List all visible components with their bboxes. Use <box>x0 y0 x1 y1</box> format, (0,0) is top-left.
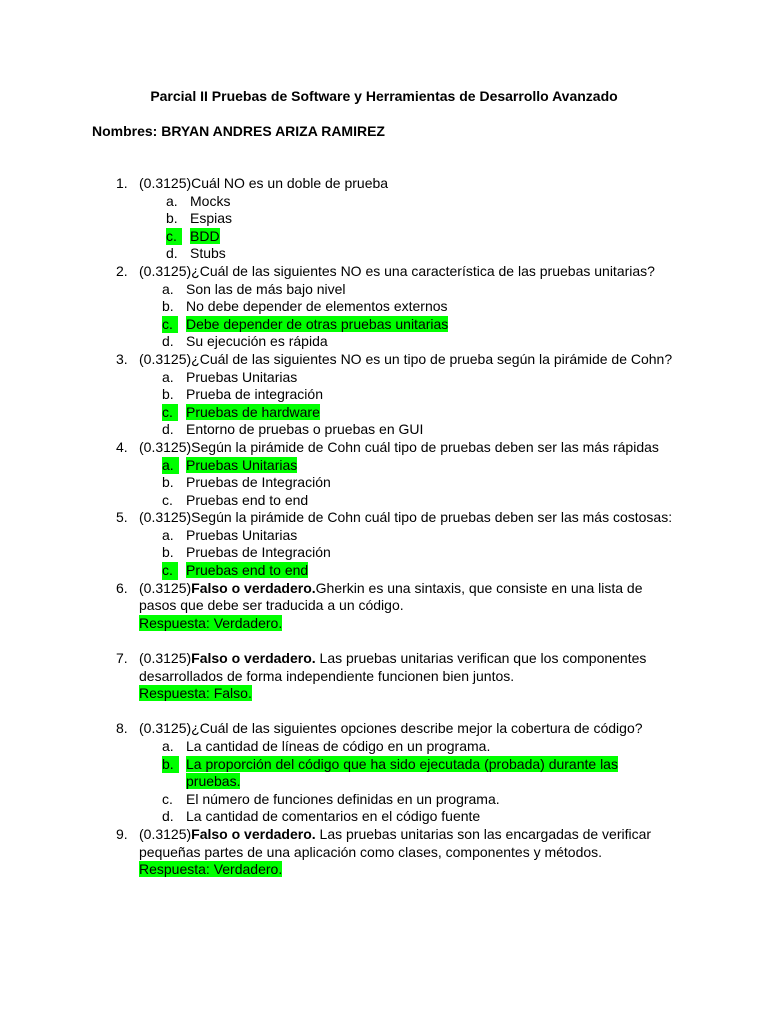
question-number: 1. <box>116 175 128 191</box>
option-text: Pruebas Unitarias <box>186 456 298 473</box>
option <box>0 791 656 809</box>
question-text <box>139 175 388 191</box>
option-text: Pruebas de Integración <box>186 544 331 561</box>
question-number: 3. <box>116 350 128 367</box>
question-statement: Según la pirámide de Cohn cuál tipo de pruebas deben ser las más costosas: <box>191 509 673 526</box>
student-names: Nombres: BRYAN ANDRES ARIZA RAMIREZ <box>92 123 385 139</box>
answer-line <box>0 861 768 879</box>
question-text <box>139 439 659 455</box>
question-statement: Las pruebas unitarias son las encargadas de verificar pequeñas partes de una aplicación como clases, componentes y métodos. <box>139 825 652 860</box>
question-block <box>0 580 768 650</box>
option <box>0 808 656 826</box>
question-type-label: Falso o verdadero. <box>191 579 316 596</box>
option-letter: c. <box>162 562 178 580</box>
option <box>0 210 660 228</box>
question-type-label: Falso o verdadero. <box>191 650 316 667</box>
option-text: Su ejecución es rápida <box>186 333 328 350</box>
question-number: 6. <box>116 579 128 596</box>
option-text: Espias <box>190 210 233 227</box>
option <box>0 527 656 545</box>
question-text <box>139 580 643 614</box>
option-text: Stubs <box>190 245 226 262</box>
question-score: (0.3125) <box>139 350 192 367</box>
option-letter: b. <box>162 474 174 491</box>
question-text <box>139 263 655 279</box>
option-text: Debe depender de otras pruebas unitarias <box>186 315 449 332</box>
option-letter: d. <box>162 333 174 350</box>
question-block <box>0 826 768 879</box>
question <box>0 263 679 281</box>
option-letter: b. <box>162 386 174 403</box>
question-type-label: Falso o verdadero. <box>191 825 316 842</box>
option <box>0 474 656 492</box>
option-letter: c. <box>166 228 182 246</box>
question-score: (0.3125) <box>139 720 192 737</box>
question <box>0 580 679 615</box>
question-statement: Gherkin es una sintaxis, que consiste en una lista de pasos que debe ser traducida a un código. <box>139 579 643 614</box>
question-text <box>139 509 672 525</box>
option <box>0 193 660 211</box>
question-statement: ¿Cuál de las siguientes NO es un tipo de prueba según la pirámide de Cohn? <box>191 350 673 367</box>
option-letter: a. <box>162 526 174 543</box>
question-score: (0.3125) <box>139 175 192 191</box>
option-text: Pruebas Unitarias <box>186 368 298 385</box>
question-statement: Las pruebas unitarias verifican que los componentes desarrollados de forma independiente funcionen bien juntos. <box>139 650 647 684</box>
option-text: Mocks <box>190 192 231 209</box>
option-letter: d. <box>166 245 178 262</box>
question-statement: Según la pirámide de Cohn cuál tipo de pruebas deben ser las más rápidas <box>191 438 659 455</box>
option-letter: b. <box>166 210 178 227</box>
option-letter: c. <box>162 790 173 807</box>
option-highlighted <box>0 404 656 422</box>
question <box>0 175 679 193</box>
spacer <box>0 632 768 650</box>
option-highlighted <box>0 457 656 475</box>
option-letter: b. <box>162 298 174 315</box>
option-text: Entorno de pruebas o pruebas en GUI <box>186 421 424 438</box>
question-score: (0.3125) <box>139 825 192 842</box>
option <box>0 738 656 756</box>
question-statement: Cuál NO es un doble de prueba <box>191 175 389 191</box>
question-statement: ¿Cuál de las siguientes opciones describe mejor la cobertura de código? <box>191 720 643 737</box>
option-text: Pruebas end to end <box>186 562 309 579</box>
question-number: 9. <box>116 825 128 842</box>
option <box>0 281 656 299</box>
option <box>0 386 656 404</box>
option <box>0 369 656 387</box>
question-score: (0.3125) <box>139 509 192 526</box>
question-number: 8. <box>116 720 128 737</box>
option-highlighted <box>0 228 660 246</box>
question-statement: ¿Cuál de las siguientes NO es una característica de las pruebas unitarias? <box>191 262 655 279</box>
question-block <box>0 439 768 509</box>
spacer <box>0 703 768 721</box>
question <box>0 826 679 861</box>
option-text: Son las de más bajo nivel <box>186 280 346 297</box>
question-block <box>0 650 768 720</box>
question-number: 5. <box>116 509 128 526</box>
question-text <box>139 826 651 860</box>
option-letter: b. <box>162 756 179 774</box>
option-letter: c. <box>162 404 178 422</box>
question <box>0 720 679 738</box>
answer-line <box>0 615 768 633</box>
question-score: (0.3125) <box>139 438 192 455</box>
option-text: No debe depender de elementos externos <box>186 298 448 315</box>
option-letter: a. <box>162 280 174 297</box>
option-text: La proporción del código que ha sido ejecutada (probada) durante las pruebas. <box>186 755 618 790</box>
option-letter: b. <box>162 544 174 561</box>
question-block <box>0 509 768 579</box>
option-letter: d. <box>162 808 174 825</box>
question-number: 4. <box>116 438 128 455</box>
answer-text: Respuesta: Verdadero. <box>139 614 283 631</box>
option <box>0 245 660 263</box>
option-highlighted <box>0 562 656 580</box>
option-letter: d. <box>162 421 174 438</box>
answer-text: Respuesta: Verdadero. <box>139 861 283 878</box>
question-number: 7. <box>116 650 128 667</box>
answer-line <box>0 685 768 703</box>
question-block <box>0 351 768 439</box>
option-text: El número de funciones definidas en un programa. <box>186 790 500 807</box>
option-text: Pruebas end to end <box>186 491 309 508</box>
option-letter: a. <box>166 192 178 209</box>
option <box>0 421 656 439</box>
option <box>0 544 656 562</box>
option-letter: a. <box>162 457 179 475</box>
option-text: Prueba de integración <box>186 386 323 403</box>
question <box>0 351 679 369</box>
question-text <box>139 720 643 736</box>
question-text <box>139 351 672 367</box>
option-letter: a. <box>162 368 174 385</box>
question-score: (0.3125) <box>139 579 192 596</box>
option <box>0 333 656 351</box>
question-number: 2. <box>116 262 128 279</box>
question-score: (0.3125) <box>139 650 192 667</box>
document-title: Parcial II Pruebas de Software y Herramientas de Desarrollo Avanzado <box>150 88 618 104</box>
option-text: Pruebas de Integración <box>186 474 331 491</box>
answer-text: Respuesta: Falso. <box>139 685 252 702</box>
question-text <box>139 650 646 684</box>
question <box>0 509 679 527</box>
question-list <box>0 175 768 879</box>
option-text: BDD <box>190 227 220 244</box>
option-highlighted <box>0 756 656 791</box>
option-text: Pruebas Unitarias <box>186 526 298 543</box>
option-text: La cantidad de comentarios en el código fuente <box>186 808 481 825</box>
option <box>0 298 656 316</box>
question-block <box>0 263 768 351</box>
question <box>0 439 679 457</box>
option-letter: a. <box>162 738 174 754</box>
option-letter: c. <box>162 316 178 334</box>
question-score: (0.3125) <box>139 262 192 279</box>
question-block <box>0 175 768 263</box>
option-highlighted <box>0 316 656 334</box>
question <box>0 650 679 685</box>
option-text: La cantidad de líneas de código en un programa. <box>186 738 491 754</box>
option-letter: c. <box>162 491 173 508</box>
question-block <box>0 720 768 826</box>
option-text: Pruebas de hardware <box>186 403 320 420</box>
option <box>0 492 656 510</box>
